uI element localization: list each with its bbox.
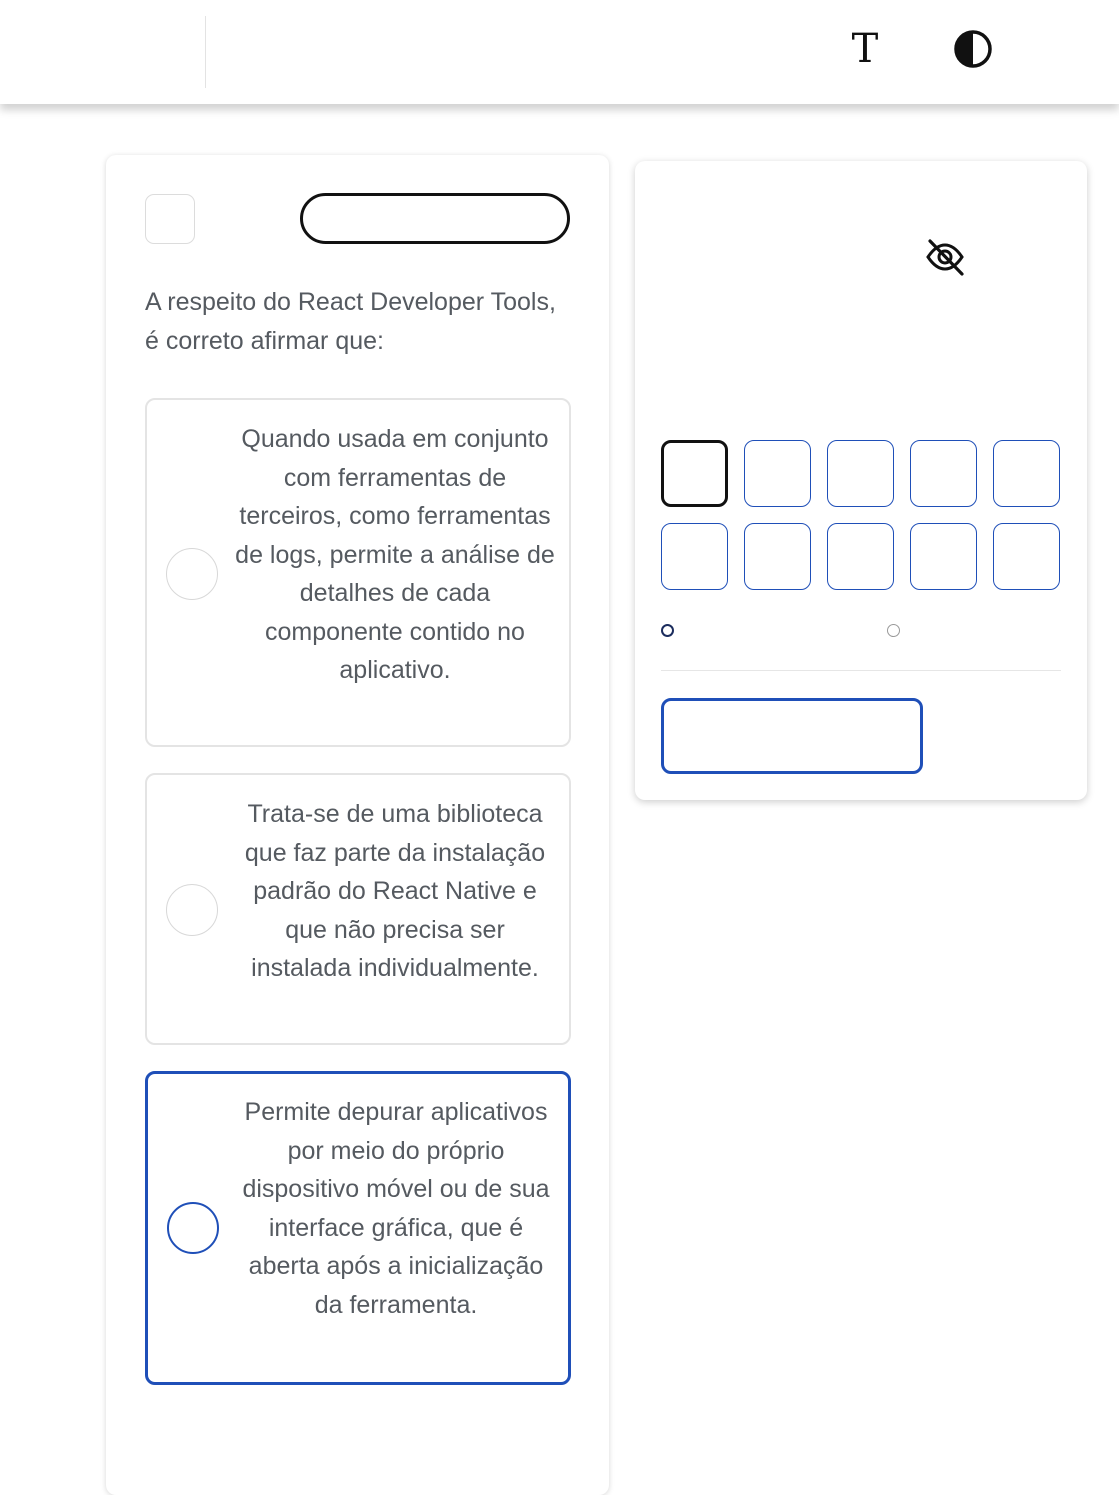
font-size-icon[interactable]: T bbox=[851, 26, 879, 72]
question-nav-7[interactable] bbox=[744, 523, 811, 590]
answer-option-2[interactable] bbox=[145, 773, 571, 1045]
question-card bbox=[106, 155, 609, 1495]
question-text: A respeito do React Developer Tools, é correto afirmar que: bbox=[145, 288, 556, 355]
question-nav-4[interactable] bbox=[910, 440, 977, 507]
finish-button[interactable] bbox=[661, 698, 923, 774]
legend-answered-dot bbox=[661, 624, 674, 637]
answer-radio-1[interactable] bbox=[166, 548, 218, 600]
answer-radio-3[interactable] bbox=[167, 1202, 219, 1254]
question-nav-6[interactable] bbox=[661, 523, 728, 590]
answer-option-1[interactable] bbox=[145, 398, 571, 747]
question-nav-9[interactable] bbox=[910, 523, 977, 590]
question-nav-8[interactable] bbox=[827, 523, 894, 590]
question-nav-1[interactable] bbox=[661, 440, 728, 507]
mark-question-checkbox[interactable] bbox=[145, 194, 195, 244]
answer-text-2: Trata-se de uma biblioteca que faz parte da instalação padrão do React Native e que não precisa ser instalada individualmente. bbox=[244, 800, 546, 982]
answer-text-3: Permite depurar aplicativos por meio do próprio dispositivo móvel ou de sua interface gráfica, que é aberta após a inicialização da ferramenta. bbox=[242, 1098, 550, 1319]
header-divider bbox=[205, 16, 206, 88]
answer-text-1: Quando usada em conjunto com ferramentas de terceiros, como ferramentas de logs, permite a análise de detalhes de cada componente contido no aplicativo. bbox=[235, 425, 555, 684]
contrast-icon[interactable] bbox=[950, 26, 996, 72]
question-nav-10[interactable] bbox=[993, 523, 1060, 590]
legend-unanswered-dot bbox=[887, 624, 900, 637]
panel-divider bbox=[661, 670, 1061, 671]
question-nav-3[interactable] bbox=[827, 440, 894, 507]
question-grid bbox=[661, 440, 1060, 590]
question-nav-5[interactable] bbox=[993, 440, 1060, 507]
answer-radio-2[interactable] bbox=[166, 884, 218, 936]
question-pill-button[interactable] bbox=[300, 193, 570, 244]
answer-option-3[interactable] bbox=[145, 1071, 571, 1385]
top-bar bbox=[0, 0, 1119, 104]
question-nav-2[interactable] bbox=[744, 440, 811, 507]
eye-off-icon[interactable] bbox=[923, 235, 967, 279]
navigation-panel bbox=[635, 161, 1087, 800]
